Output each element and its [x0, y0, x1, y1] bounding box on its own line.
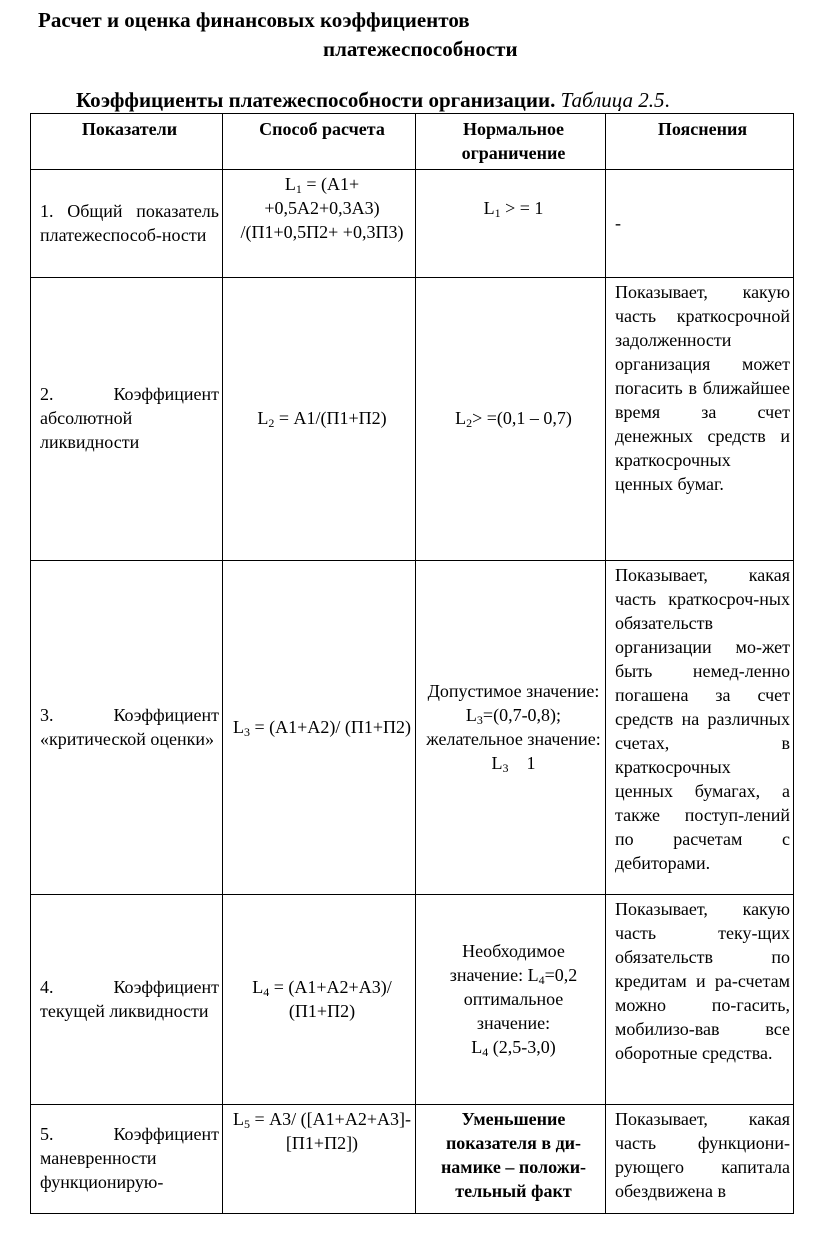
formula-cell: $L_4 = (А1+А2+А3)/$ (П1+П2): [223, 895, 416, 1105]
table-caption: Коэффициенты платежеспособности организации. Таблица 2.5.: [76, 88, 670, 112]
norm-cell: Необходимое значение: $L_4=0,2$ оптимальное значение: $L_4$ (2,5-3,0): [416, 895, 606, 1105]
table-row: [31, 895, 794, 1105]
formula-cell: $L_1 = (А1+ +0,5А2+0,3А3)$ /(П1+0,5П2+ +0,3П3): [223, 170, 416, 278]
solvency-ratios-table: [30, 113, 794, 1214]
header-indicators: Показатели: [31, 114, 223, 170]
table-row: [31, 561, 794, 895]
formula-cell: $L_2 = А1/(П1+П2)$: [223, 278, 416, 561]
document-heading: [38, 6, 778, 64]
header-norm: Нормальное ограничение: [416, 114, 606, 170]
norm-cell: $L_2> =(0,1 - 0,7)$: [416, 278, 606, 561]
indicator-cell: 2. Коэффициент абсолютной ликвидности: [31, 278, 223, 561]
indicator-cell: 3. Коэффициент «критической оценки»: [31, 561, 223, 895]
heading-line-1: Расчет и оценка финансовых коэффициентов: [38, 8, 470, 32]
indicator-cell: 5. Коэффициент маневренности функционирую-: [31, 1105, 223, 1214]
formula-cell: $L_3 = (А1+А2)/$ (П1+П2): [223, 561, 416, 895]
note-cell: -: [606, 170, 794, 278]
indicator-cell: 1. Общий показатель платежеспособ-ности: [31, 170, 223, 278]
note-cell: Показывает, какая часть функциони-рующего капитала обездвижена в: [606, 1105, 794, 1214]
indicator-cell: 4. Коэффициент текущей ликвидности: [31, 895, 223, 1105]
header-notes: Пояснения: [606, 114, 794, 170]
table-title: Коэффициенты платежеспособности организации.: [76, 88, 556, 112]
note-cell: Показывает, какую часть теку-щих обязательств по кредитам и ра-счетам можно по-гасить, мобилизо-вав все оборотные средства.: [606, 895, 794, 1105]
note-cell: Показывает, какую часть краткосрочной задолженности организация может погасить в ближайшее время за счет денежных средств и краткосрочных ценных бумаг.: [606, 278, 794, 561]
table-reference: Таблица 2.5: [560, 88, 665, 112]
table-row: [31, 1105, 794, 1214]
norm-cell: Допустимое значение: $L_3=(0,7-0,8)$; желательное значение: $L_3$ 1: [416, 561, 606, 895]
heading-line-2: платежеспособности: [323, 37, 518, 61]
table-row: [31, 170, 794, 278]
note-cell: Показывает, какая часть краткосроч-ных обязательств организации мо-жет быть немед-ленно погашена за счет средств на различных счетах, в краткосрочных ценных бумагах, а также поступ-лений по расчетам с дебиторами.: [606, 561, 794, 895]
table-row: [31, 278, 794, 561]
norm-cell: Уменьшение показателя в ди-намике – положи-тельный факт: [416, 1105, 606, 1214]
formula-cell: $L_5 = А3/$ ([А1+А2+А3]- [П1+П2]): [223, 1105, 416, 1214]
table-header-row: [31, 114, 794, 170]
norm-cell: $L_1$ > = 1: [416, 170, 606, 278]
header-method: Способ расчета: [223, 114, 416, 170]
